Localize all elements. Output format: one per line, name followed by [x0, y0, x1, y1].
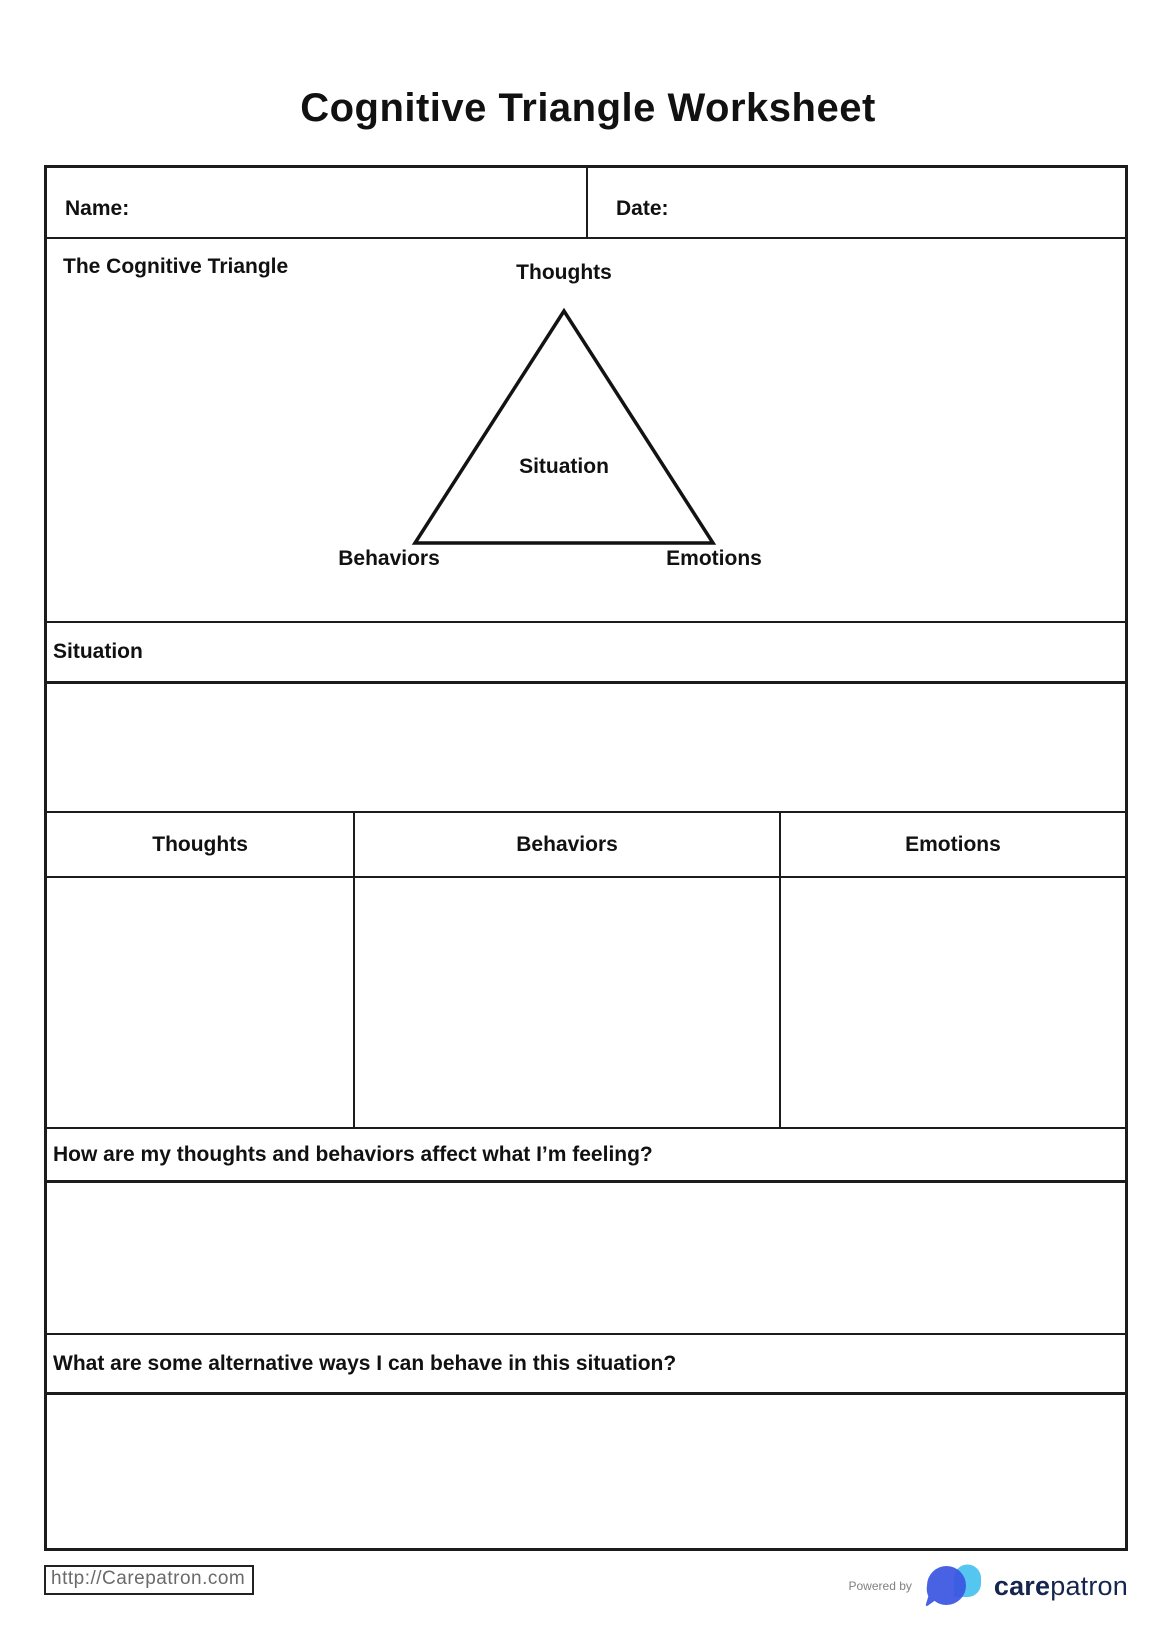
- brand-care: care: [993, 1570, 1051, 1601]
- question2-header: [47, 1335, 1125, 1395]
- name-label: Name:: [65, 197, 130, 220]
- carepatron-wordmark: [994, 1571, 1128, 1602]
- date-field[interactable]: [586, 168, 1125, 237]
- triangle-diagram: [47, 239, 1125, 621]
- columns-header-row: [47, 813, 1125, 878]
- behaviors-input-area[interactable]: [353, 878, 779, 1127]
- column-header-thoughts: [47, 813, 353, 876]
- columns-body-row: [47, 878, 1125, 1129]
- situation-header: [47, 623, 1125, 684]
- situation-input-area[interactable]: [47, 684, 1125, 813]
- question1-header: [47, 1129, 1125, 1183]
- cognitive-triangle-section: [47, 239, 1125, 623]
- triangle-label-emotions: Emotions: [666, 547, 762, 570]
- thoughts-header-label: Thoughts: [152, 832, 248, 856]
- thoughts-input-area[interactable]: [47, 878, 353, 1127]
- triangle-label-situation: Situation: [519, 455, 609, 478]
- triangle-label-behaviors: Behaviors: [338, 547, 440, 570]
- name-field[interactable]: [47, 168, 586, 237]
- question1-input-area[interactable]: [47, 1183, 1125, 1335]
- page-title: Cognitive Triangle Worksheet: [300, 86, 876, 130]
- column-header-behaviors: [353, 813, 779, 876]
- carepatron-link[interactable]: http://Carepatron.com: [44, 1565, 254, 1595]
- brand-patron: patron: [1050, 1570, 1128, 1601]
- powered-by-block: [849, 1560, 1129, 1612]
- question1-label: How are my thoughts and behaviors affect what I’m feeling?: [53, 1142, 653, 1166]
- column-header-emotions: [779, 813, 1125, 876]
- triangle-label-thoughts: Thoughts: [516, 261, 612, 284]
- emotions-header-label: Emotions: [905, 832, 1001, 856]
- diagram-heading: The Cognitive Triangle: [63, 255, 289, 278]
- carepatron-logo-icon: [924, 1561, 982, 1611]
- emotions-input-area[interactable]: [779, 878, 1125, 1127]
- date-label: Date:: [616, 197, 669, 220]
- question2-input-area[interactable]: [47, 1395, 1125, 1548]
- worksheet-table: [44, 165, 1128, 1551]
- question2-label: What are some alternative ways I can behave in this situation?: [53, 1351, 677, 1375]
- situation-label: Situation: [53, 640, 143, 663]
- behaviors-header-label: Behaviors: [516, 832, 618, 856]
- name-date-row: [47, 168, 1125, 239]
- powered-by-label: Powered by: [848, 1579, 912, 1593]
